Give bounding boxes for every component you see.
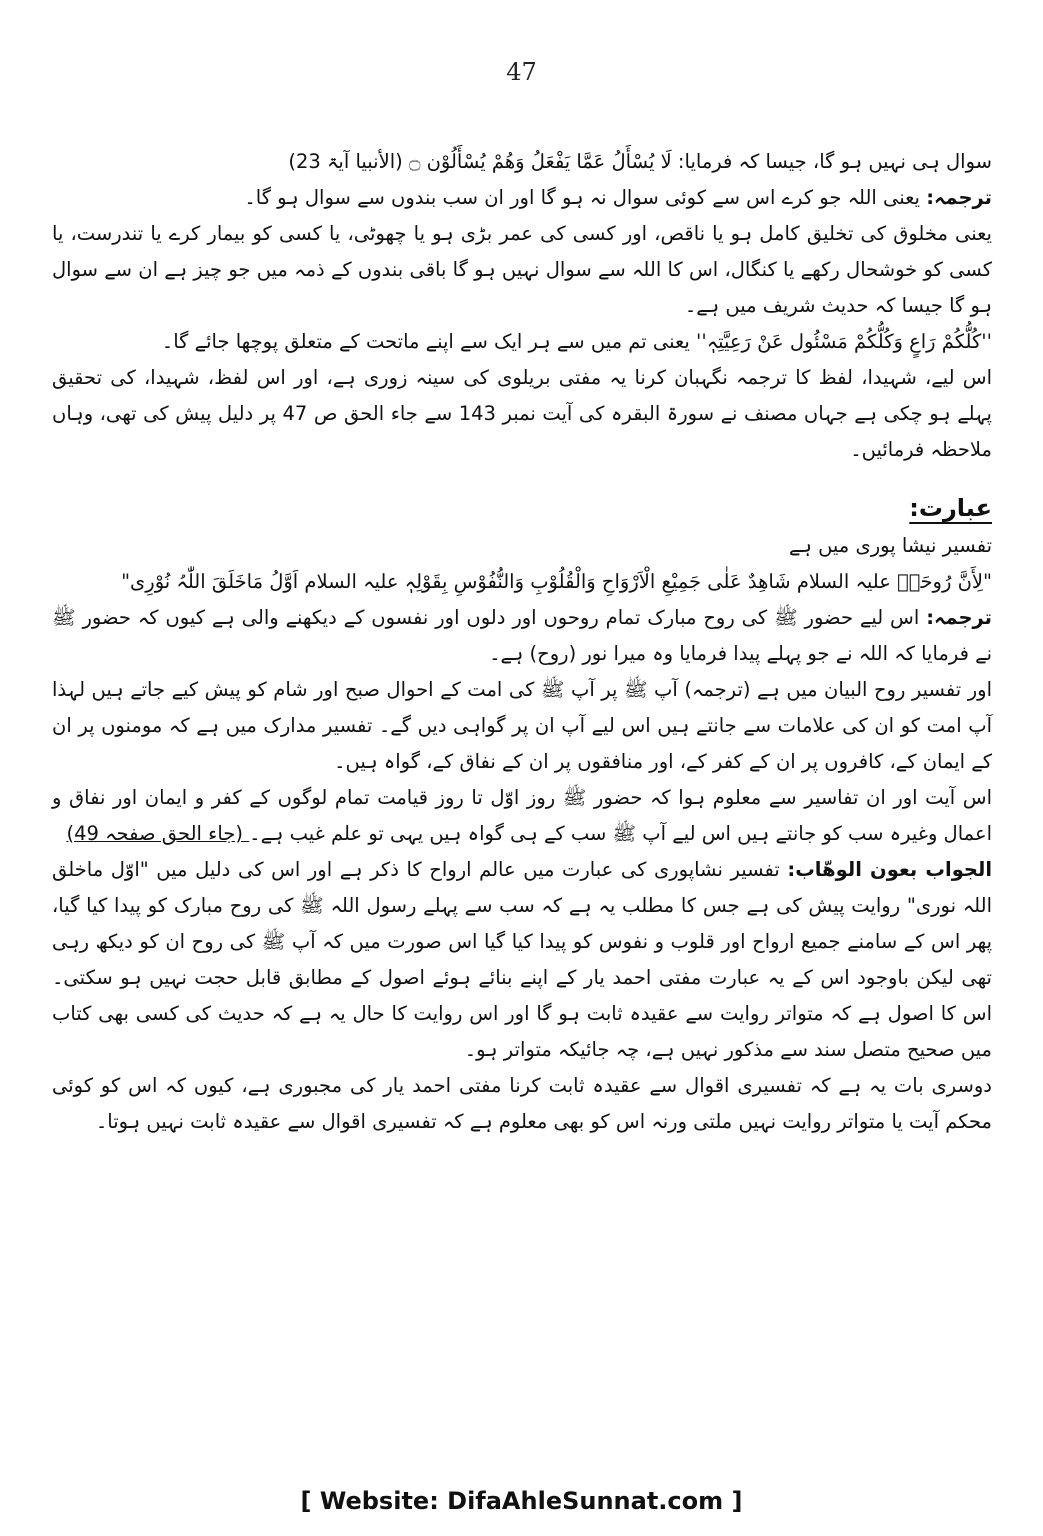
book-reference: (جاء الحق صفحہ 49) — [66, 822, 250, 845]
translation-label-2: ترجمہ: — [926, 606, 992, 629]
paragraph-1 — [52, 144, 992, 180]
paragraph-10 — [52, 780, 992, 852]
paragraph-1-text: سوال ہی نہیں ہو گا، جیسا کہ فرمایا: — [671, 150, 992, 173]
quran-verse: لَا یُسْأَلُ عَمَّا یَفْعَلُ وَھُمْ یُسْأَلُوْن ۝ — [408, 150, 672, 173]
paragraph-2-text: یعنی اللہ جو کرے اس سے کوئی سوال نہ ہو گا اور ان سب بندوں سے سوال ہو گا۔ — [244, 186, 920, 209]
paragraph-8 — [52, 600, 992, 672]
paragraph-4-text: یعنی تم میں سے ہر ایک سے اپنے ماتحت کے متعلق پوچھا جائے گا۔ — [161, 330, 696, 353]
paragraph-3: یعنی مخلوق کی تخلیق کامل ہو یا ناقص، اور کسی کی عمر بڑی ہو یا چھوٹی، یا کسی کو بیمار کرے یا تندرست، یا کسی کو خوشحال رکھے یا کنگال، اس کا اللہ سے سوال نہیں ہو گا باقی بندوں کے ذمہ میں جو چیز ہے ان سے سوال ہو گا جیسا کہ حدیث شریف میں ہے۔ — [52, 222, 992, 317]
paragraph-11-text: تفسیر نشاپوری کی عبارت میں عالم ارواح کا ذکر ہے اور اس کی دلیل میں "اوّل ماخلق اللہ نوری" روایت پیش کی ہے جس کا مطلب یہ ہے کہ سب سے پہلے رسول اللہ ﷺ کی روح مبارک کو پیدا کیا گیا، پھر اس کے سامنے جمیع ارواح اور قلوب و نفوس کو پیدا کیا گیا اس صورت میں کہ آپ ﷺ کی روح ان کو دیکھ رہی تھی لیکن باوجود اس کے یہ عبارت مفتی احمد یار کے اپنے بنائے ہوئے اصول کے مطابق قابل حجت نہیں ہو سکتی۔ اس کا اصول ہے کہ متواتر روایت سے عقیدہ ثابت ہو گا اور اس روایت کا حال یہ ہے کہ حدیث کی کسی بھی کتاب میں صحیح متصل سند سے مذکور نہیں ہے، چہ جائیکہ متواتر ہو۔ — [52, 858, 992, 1061]
paragraph-12: دوسری بات یہ ہے کہ تفسیری اقوال سے عقیدہ ثابت کرنا مفتی احمد یار کی مجبوری ہے، کیوں کہ اس کو کوئی محکم آیت یا متواتر روایت نہیں ملتی ورنہ اس کو بھی معلوم ہے کہ تفسیری اقوال سے عقیدہ ثابت نہیں ہوتا۔ — [52, 1074, 992, 1133]
hadith-quote: ''کُلُّکُمْ رَاعٍ وَکُلُّکُمْ مَسْئُول عَنْ رَعِیَّتِہٖ'' — [696, 330, 992, 353]
translation-label: ترجمہ: — [926, 186, 992, 209]
page-content — [52, 144, 992, 1140]
paragraph-4 — [52, 324, 992, 360]
paragraph-9: اور تفسیر روح البیان میں ہے (ترجمہ) آپ ﷺ پر آپ ﷺ کی امت کے احوال صبح اور شام کو پیش کیے جاتے ہیں لہذا آپ امت کو ان کی علامات سے جانتے ہیں اس لیے آپ ان پر گواہی دیں گے۔ تفسیر مدارک میں ہے کہ مومنوں پر ان کے ایمان کے، کافروں پر ان کے کفر کے، اور منافقوں پر ان کے نفاق کے، گواہ ہیں۔ — [52, 678, 992, 773]
page-number: 47 — [506, 58, 537, 86]
paragraph-10-text: اس آیت اور ان تفاسیر سے معلوم ہوا کہ حضور ﷺ روز اوّل تا روز قیامت تمام لوگوں کے کفر و ایمان اور نفاق و اعمال وغیرہ سب کو جانتے ہیں اس لیے آپ ﷺ سب کے ہی گواہ ہیں یہی تو علم غیب ہے۔ — [52, 786, 992, 845]
tafsir-quote: "لِأَنَّ رُوحَہٗ علیہ السلام شَاھِدٌ عَلٰی جَمِیْعِ الْاَرْوَاحِ وَالْقُلُوْبِ وَالنُّفُوْسِ بِقَوْلِہٖ علیہ السلام اَوَّلُ مَاخَلَقَ اللّٰہُ نُوْرِی" — [121, 570, 992, 593]
paragraph-6: تفسیر نیشا پوری میں ہے — [789, 534, 992, 557]
paragraph-5: اس لیے، شہیدا، لفظ کا ترجمہ نگہبان کرنا یہ مفتی بریلوی کی سینہ زوری ہے، اور اس لفظ، شہیدا، کی تحقیق پہلے ہو چکی ہے جہاں مصنف نے سورۃ البقرہ کی آیت نمبر 143 سے جاء الحق ص 47 پر دلیل پیش کی تھی، وہاں ملاحظہ فرمائیں۔ — [52, 366, 992, 461]
paragraph-11 — [52, 852, 992, 1068]
paragraph-2 — [52, 180, 992, 216]
website-footer: [ Website: DifaAhleSunnat.com ] — [300, 1487, 743, 1515]
answer-label: الجواب بعون الوھّاب: — [787, 858, 992, 881]
verse-reference: (الأنبیا آیۃ 23) — [288, 150, 409, 173]
section-heading: عبارت: — [909, 494, 992, 522]
paragraph-8-text: اس لیے حضور ﷺ کی روح مبارک تمام روحوں اور دلوں اور نفسوں کے دیکھنے والی ہے کیوں کہ حضور ﷺ نے فرمایا کہ اللہ نے جو پہلے پیدا فرمایا وہ میرا نور (روح) ہے۔ — [52, 606, 992, 665]
